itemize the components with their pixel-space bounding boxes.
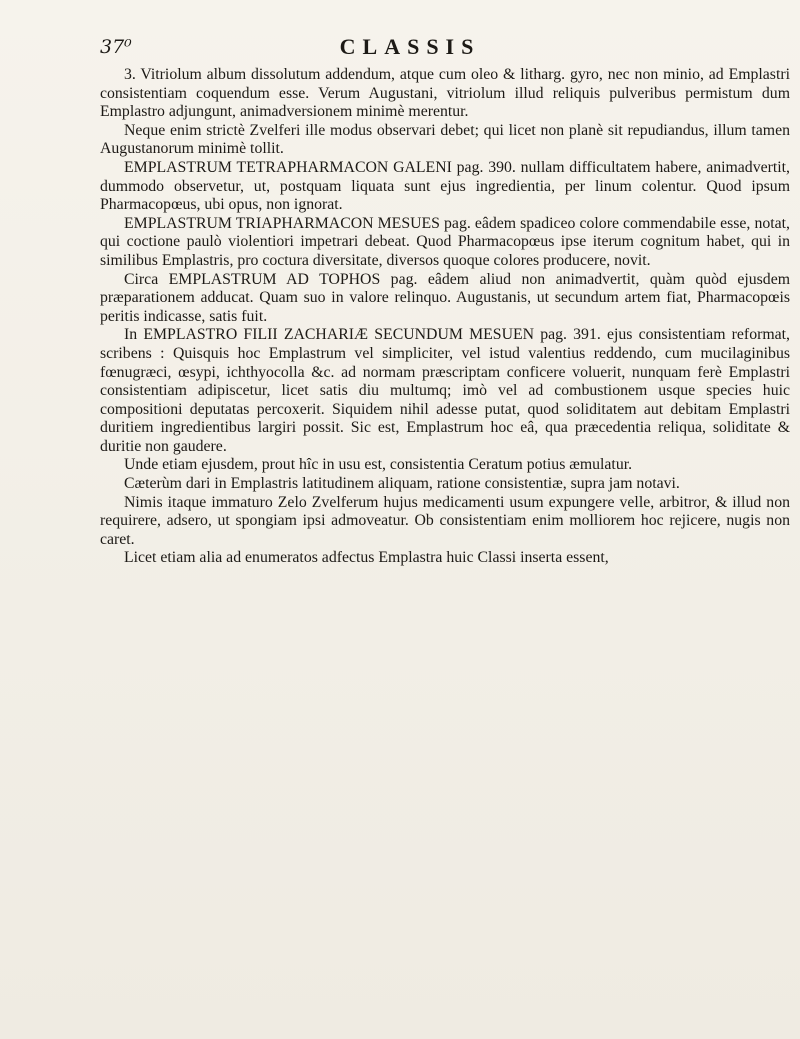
paragraph-5: Circa EMPLASTRUM AD TOPHOS pag. eâdem aliud non animadvertit, quàm quòd ejusdem præparationem adducat. Quam suo in valore relinquo. Augustanis, ut secundum artem fiat, Pharmacopœis peritis indicasse, satis fuit. [100, 270, 790, 325]
running-title: CLASSIS [339, 34, 481, 59]
paragraph-9: Nimis itaque immaturo Zelo Zvelferum hujus medicamenti usum expungere velle, arbitror, & illud non requirere, adsero, ut spongiam ipsi admoveatur. Ob consistentiam enim molliorem hoc rejicere, nugis non caret. [100, 493, 790, 548]
paragraph-2: Neque enim strictè Zvelferi ille modus observari debet; qui licet non planè sit repudiandus, illum tamen Augustanorum minimè tollit. [100, 121, 790, 158]
paragraph-8: Cæterùm dari in Emplastris latitudinem aliquam, ratione consistentiæ, supra jam notavi. [124, 475, 680, 493]
paragraph-1: 3. Vitriolum album dissolutum addendum, atque cum oleo & litharg. gyro, nec non minio, ad Emplastri consistentiam coquendum esse. Verum Augustani, vitriolum illud reliquis pulveribus permistum dum Emplastro adjungunt, animadversionem minimè merentur. [100, 66, 790, 121]
paragraph-7: Unde etiam ejusdem, prout hîc in usu est, consistentia Ceratum potius æmulatur. [124, 456, 633, 474]
body-text [100, 66, 790, 568]
paragraph-4: EMPLASTRUM TRIAPHARMACON MESUES pag. eâdem spadiceo colore commendabile esse, notat, qui coctione paulò violentiori impetrari debeat. Quod Pharmacopœus ipse iterum cognitum habet, qui in similibus Emplastris, pro coctura diversitate, diversos quoque colores producere, novit. [100, 214, 790, 269]
paragraph-6: In EMPLASTRO FILII ZACHARIÆ SECUNDUM MESUEN pag. 391. ejus consistentiam reformat, scribens : Quisquis hoc Emplastrum vel simpliciter, vel istud valentius reddendo, cum mucilaginibus fœnugræci, œsypi, ichthyocolla &c. ad normam præscriptam conficere voluerit, nunquam ferè Emplastri consistentiam adipiscetur, licet satis diu multumq; imò vel ad combustionem usque species huic compositioni deputatas percoxerit. Siquidem nihil adesse putat, quod soliditatem aut debitam Emplastri duritiem ingredientibus largiri possit. Sic est, Emplastrum hoc eâ, qua præcedentia reliqua, soliditate & duritie non gaudere. [100, 326, 790, 455]
paragraph-10: Licet etiam alia ad enumeratos adfectus Emplastra huic Classi inserta essent, [124, 549, 609, 567]
paragraph-3: EMPLASTRUM TETRAPHARMACON GALENI pag. 390. nullam difficultatem habere, animadvertit, dummodo observetur, ut, postquam liquata sunt ejus ingredientia, per linum colentur. Quod ipsum Pharmacopœus, ubi opus, non ignorat. [100, 158, 790, 214]
page-number: 37⁰ [100, 36, 132, 58]
page-header [100, 36, 780, 64]
